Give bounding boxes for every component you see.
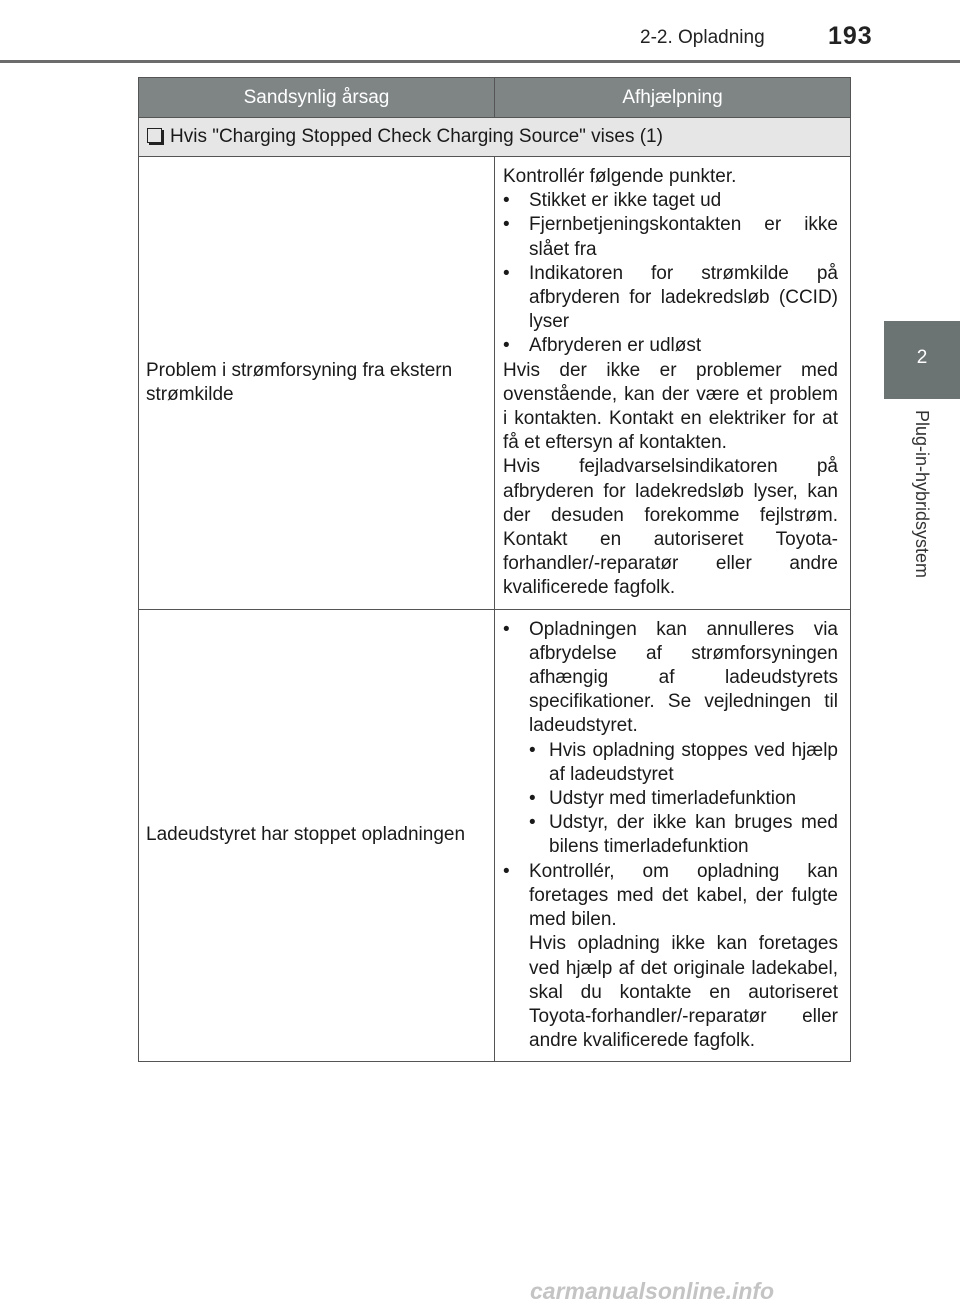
list-item: • Indikatoren for strømkilde på afbryderen for ladekredsløb (CCID) lyser: [503, 262, 838, 333]
bullet-icon: •: [503, 618, 510, 640]
table-row: [139, 157, 851, 610]
checkbox-icon: [147, 128, 162, 143]
page-number: 193: [828, 22, 873, 50]
remedy-cell: [495, 157, 851, 610]
chapter-tab: [884, 321, 960, 399]
chapter-number: 2: [916, 347, 928, 368]
table-subheading-row: [139, 118, 851, 157]
troubleshooting-table: [138, 77, 851, 1062]
bullet-icon: •: [503, 335, 510, 357]
bullet-icon: •: [529, 812, 536, 834]
sub-list-item: • Udstyr med timerladefunktion: [503, 787, 838, 811]
remedy-intro: Kontrollér følgende punkter.: [503, 166, 737, 187]
section-title: 2-2. Opladning: [640, 27, 765, 48]
remedy-paragraph: Hvis der ikke er problemer med ovenstående, kan der være et problem i kontakten. Kontakt en elektriker for at få et eftersyn af kontakten.: [503, 359, 838, 454]
bullet-icon: •: [529, 788, 536, 810]
bullet-icon: •: [503, 860, 510, 882]
table-header-row: [139, 78, 851, 118]
list-item: • Afbryderen er udløst: [503, 334, 838, 358]
column-header-cause: Sandsynlig årsag: [139, 78, 495, 118]
bullet-icon: •: [503, 190, 510, 212]
bullet-icon: •: [503, 214, 510, 236]
cause-cell: Problem i strømforsyning fra ekstern strømkilde: [139, 157, 495, 610]
remedy-cell: [495, 609, 851, 1062]
remedy-paragraph: Hvis fejladvarselsindikatoren på afbryderen for ladekredsløb lyser, kan der desuden forekomme fejlstrøm. Kontakt en autoriseret Toyota-forhandler/-reparatør eller andre kvalificerede fagfolk.: [503, 456, 838, 599]
list-item: • Stikket er ikke taget ud: [503, 189, 838, 213]
subheading-text: Hvis "Charging Stopped Check Charging Source" vises (1): [170, 126, 663, 147]
watermark: carmanualsonline.info: [530, 1278, 775, 1304]
list-item: • Fjernbetjeningskontakten er ikke slået fra: [503, 214, 838, 260]
header-rule: [0, 60, 960, 63]
list-item: • Opladningen kan annulleres via afbrydelse af strømforsyningen afhængig af ladeudstyrets specifikationer. Se vejledningen til ladeudstyret.: [503, 618, 838, 737]
table-subheading: [139, 118, 851, 157]
sub-list-item: • Hvis opladning stoppes ved hjælp af ladeudstyret: [529, 739, 838, 785]
bullet-icon: •: [503, 262, 510, 284]
table-row: [139, 609, 851, 1062]
bullet-icon: •: [529, 739, 536, 761]
list-item-continuation: Hvis opladning ikke kan foretages ved hjælp af det originale ladekabel, skal du kontakte en autoriseret Toyota-forhandler/-reparatør eller andre kvalificerede fagfolk.: [529, 933, 838, 1052]
list-item: • Kontrollér, om opladning kan foretages med det kabel, der fulgte med bilen.: [503, 860, 838, 931]
sub-list-item: • Udstyr, der ikke kan bruges med bilens timerladefunktion: [529, 812, 838, 858]
column-header-remedy: Afhjælpning: [495, 78, 851, 118]
page-header: [0, 0, 960, 70]
chapter-title: Plug-in-hybridsystem: [912, 410, 932, 579]
cause-cell: Ladeudstyret har stoppet opladningen: [139, 609, 495, 1062]
